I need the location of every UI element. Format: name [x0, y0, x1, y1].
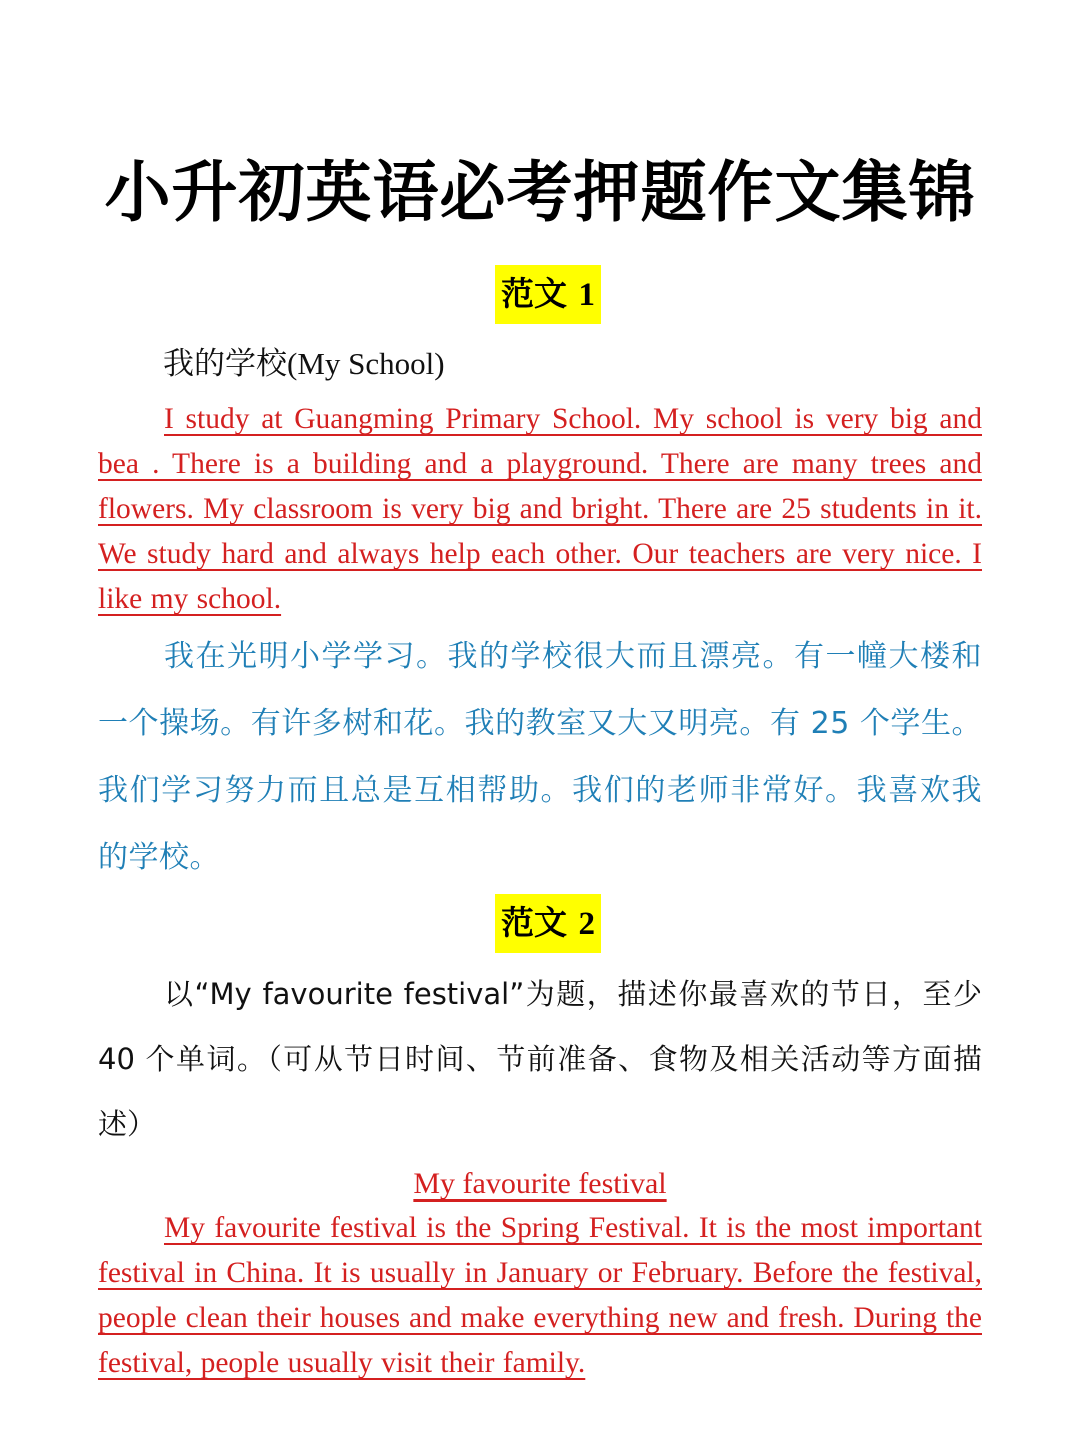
page-title: 小升初英语必考押题作文集锦 — [104, 154, 976, 231]
essay-2-title: My favourite festival — [413, 1167, 667, 1200]
essay-2-label — [495, 894, 601, 953]
essay-1-label — [495, 265, 601, 324]
essay-1-chinese-translation: 我在光明小学学习。我的学校很大而且漂亮。有一幢大楼和一个操场。有许多树和花。我的教室又大又明亮。有 25 个学生。我们学习努力而且总是互相帮助。我们的老师非常好。我喜欢我的学校。 — [98, 639, 982, 875]
essay-1-english-text: I study at Guangming Primary School. My school is very big and bea . There is a building and a playground. There are many trees and flowers. My classroom is very big and bright. There are 25 students in it. We study hard and always help each other. Our teachers are very nice. I like my school. — [98, 403, 982, 615]
essay-2-label-text: 范文 — [501, 903, 567, 942]
essay-1-subtitle-en: (My School) — [287, 346, 445, 381]
essay-2-english-text: My favourite festival is the Spring Festival. It is the most important festival in China. It is usually in January or February. Before the festival, people clean their houses and make everything new and fresh. During the festival, people usually visit their family. — [98, 1212, 982, 1379]
essay-1-label-text: 范文 — [501, 274, 567, 313]
essay-1-subtitle — [163, 338, 445, 390]
essay-1-label-number: 1 — [578, 277, 595, 313]
essay-2-label-number: 2 — [578, 906, 595, 942]
essay-2-prompt: 以“My favourite festival”为题，描述你最喜欢的节日，至少 40 个单词。（可从节日时间、节前准备、食物及相关活动等方面描述） — [98, 977, 982, 1141]
essay-1-subtitle-cn: 我的学校 — [163, 346, 287, 382]
